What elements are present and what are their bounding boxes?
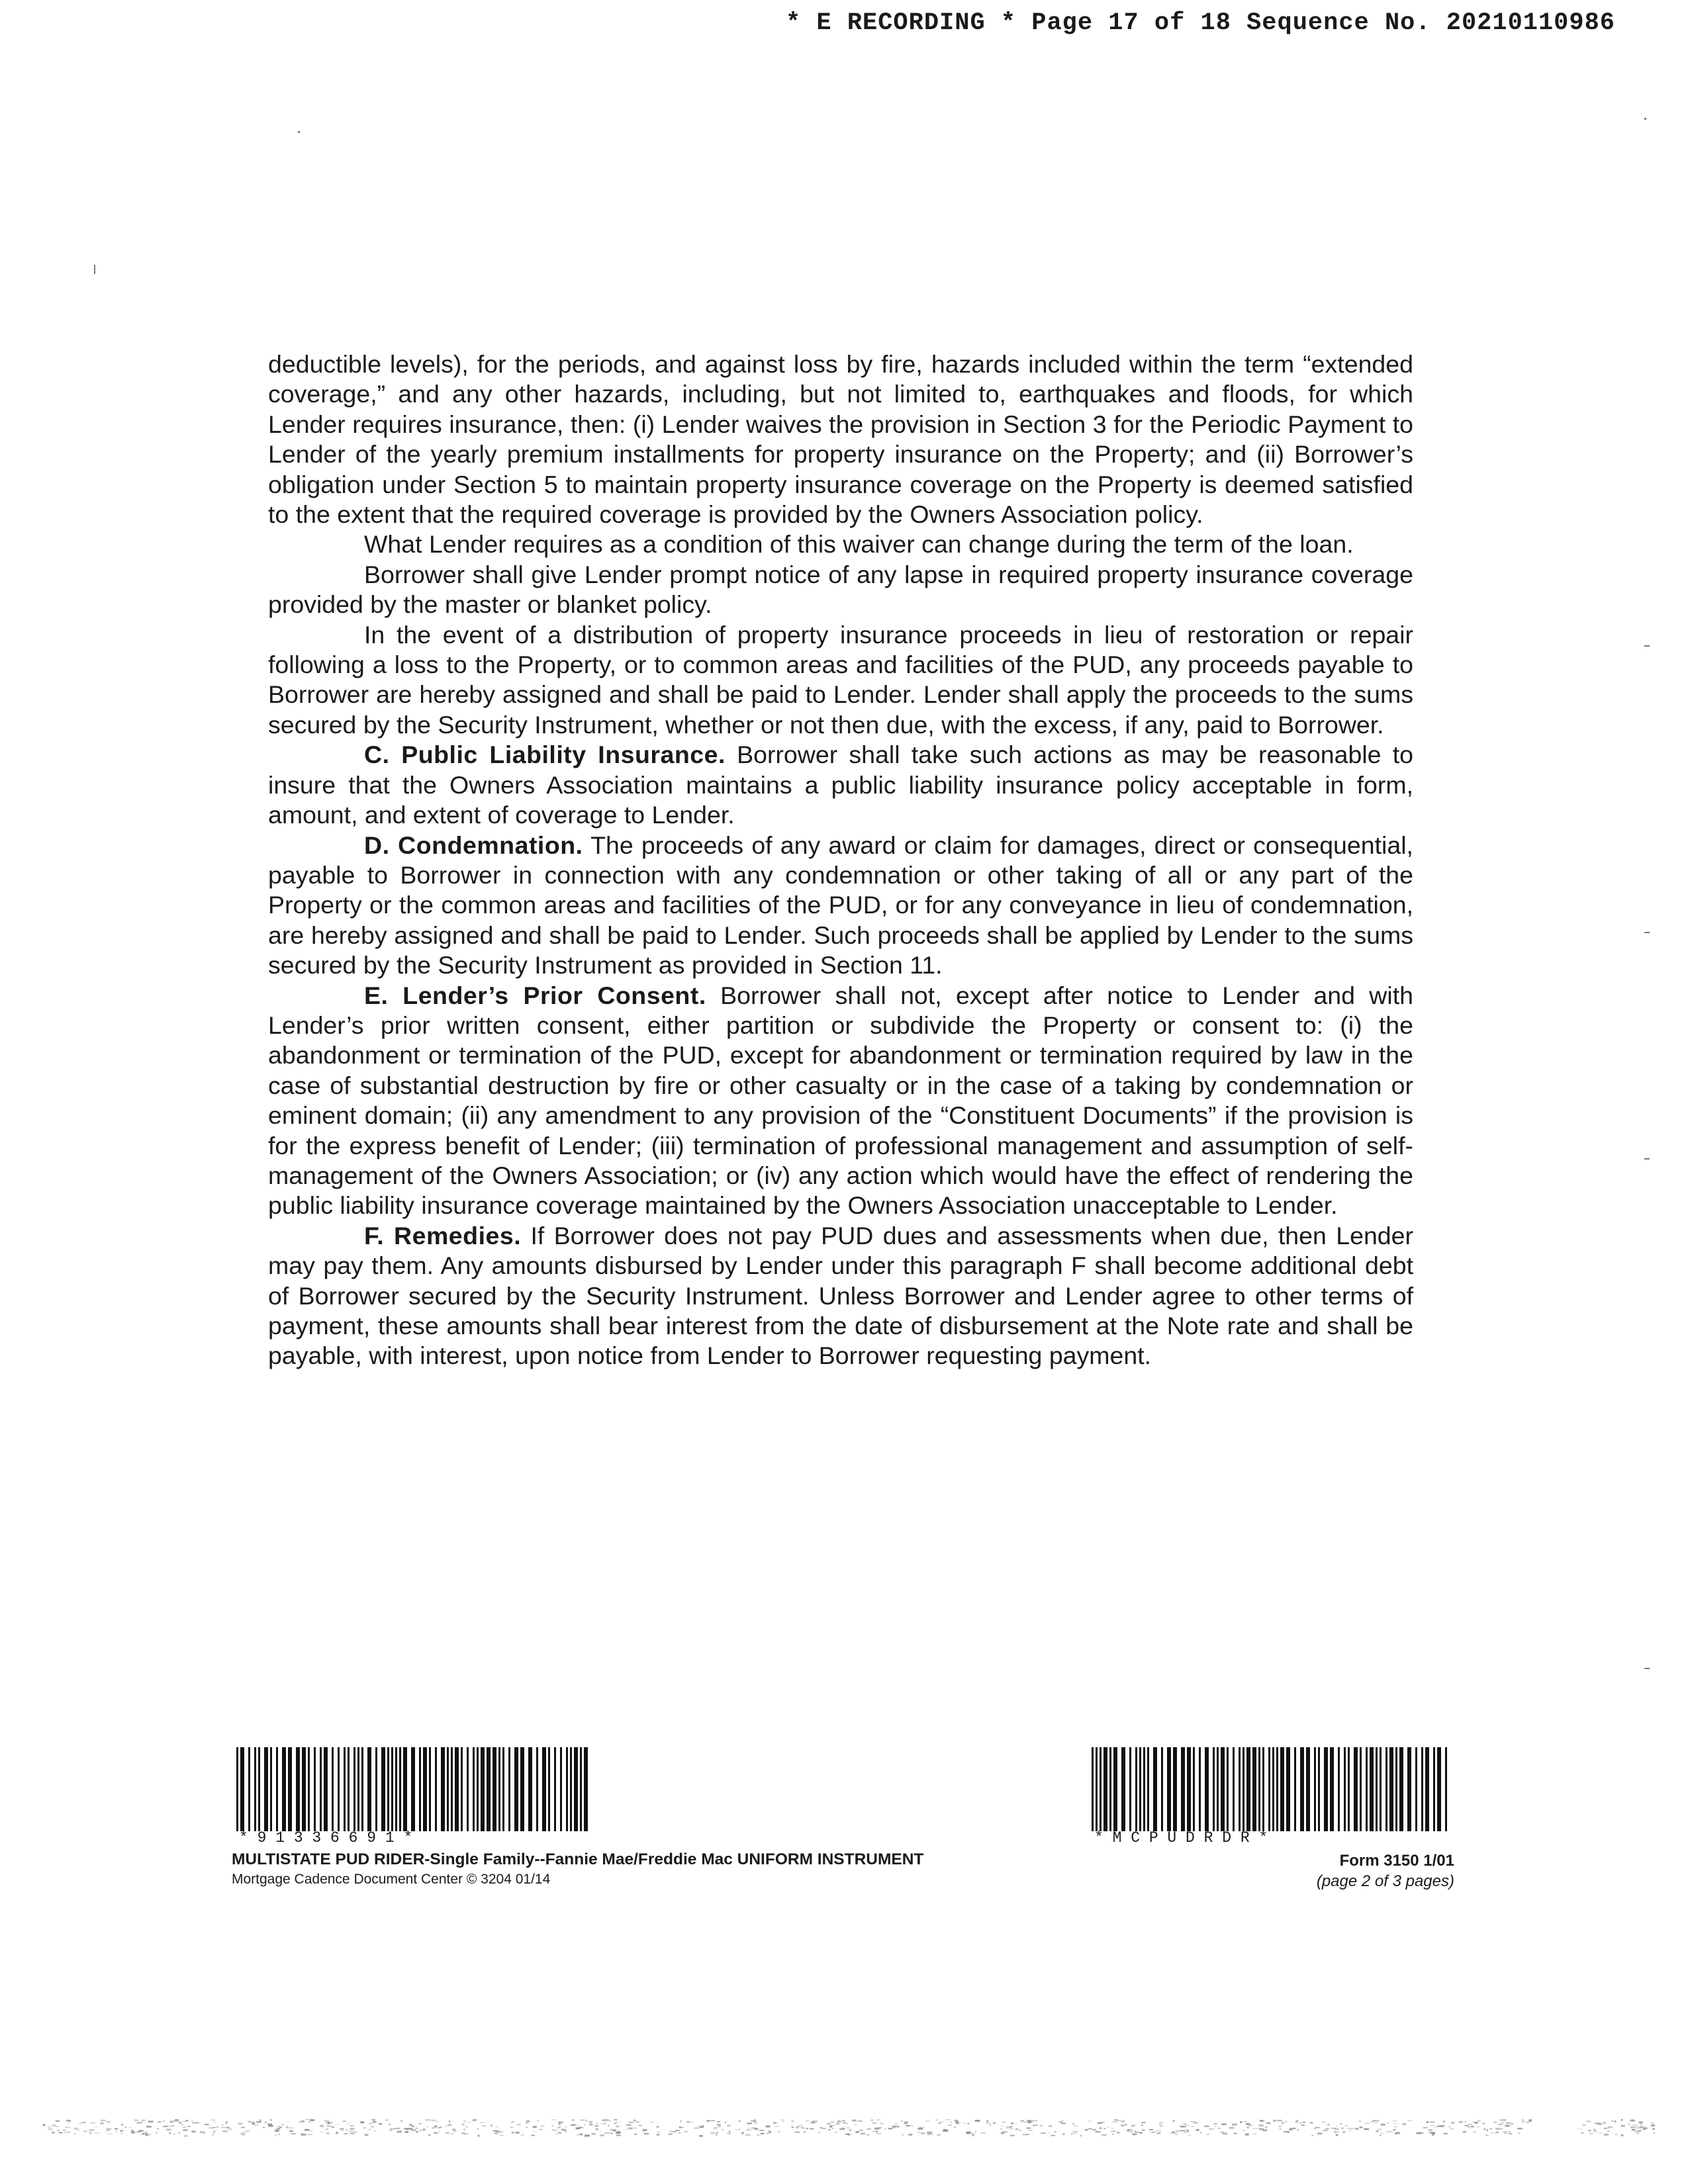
barcode-right-caption: * M C P U D R D R * <box>1094 1829 1268 1846</box>
section-d-condemnation <box>268 831 1413 981</box>
recording-header: * E RECORDING * Page 17 of 18 Sequence No. 20210110986 <box>786 9 1615 37</box>
barcode-right <box>1090 1747 1451 1831</box>
section-e-prior-consent <box>268 981 1413 1221</box>
footer-document-center: Mortgage Cadence Document Center © 3204 01/14 <box>232 1872 551 1887</box>
section-c-text: Borrower shall take such actions as may be reasonable to insure that the Owners Association maintains a public liability insurance policy acceptable in form, amount, and extent of coverage to Lender. <box>268 741 1413 829</box>
section-f-text: If Borrower does not pay PUD dues and assessments when due, then Lender may pay them. Any amounts disbursed by Lender under this paragraph F shall become additional debt of Borrower secured by the Security Instrument. Unless Borrower and Lender agree to other terms of payment, these amounts shall bear interest from the date of disbursement at the Note rate and shall be payable, with interest, upon notice from Lender to Borrower requesting payment. <box>268 1221 1413 1370</box>
barcode-left <box>235 1747 592 1831</box>
scan-speck <box>1644 1668 1650 1669</box>
section-f-heading: F. Remedies. <box>364 1221 522 1250</box>
scan-speck <box>298 131 300 133</box>
scan-speck <box>1644 118 1646 120</box>
paragraph-waiver-conditions: What Lender requires as a condition of this waiver can change during the term of the loan. <box>364 530 1354 559</box>
footer-form-number: Form 3150 1/01 <box>1339 1852 1454 1870</box>
paragraph-insurance-proceeds: In the event of a distribution of property insurance proceeds in lieu of restoration or repair following a loss to the Property, or to common areas and facilities of the PUD, any proceeds payable to Borrower are hereby assigned and shall be paid to Lender. Lender shall apply the proceeds to the sums secured by the Security Instrument, whether or not then due, with the excess, if any, paid to Borrower. <box>268 620 1413 739</box>
section-d-text: The proceeds of any award or claim for damages, direct or consequential, payable to Borrower in connection with any condemnation or other taking of all or any part of the Property or the common areas and facilities of the PUD, or for any conveyance in lieu of condemnation, are hereby assigned and shall be paid to Lender. Such proceeds shall be applied by Lender to the sums secured by the Security Instrument as provided in Section 11. <box>268 831 1413 979</box>
barcode-right-bars <box>1090 1747 1451 1831</box>
footer-form-title: MULTISTATE PUD RIDER-Single Family--Fannie Mae/Freddie Mac UNIFORM INSTRUMENT <box>232 1850 924 1868</box>
scan-speck <box>1644 645 1650 647</box>
barcode-left-caption: * 9 1 3 3 6 6 9 1 * <box>239 1829 413 1846</box>
scan-speck <box>1644 932 1650 933</box>
paragraph-insurance-waiver: deductible levels), for the periods, and against loss by fire, hazards included within the term “extended coverage,” and any other hazards, including, but not limited to, earthquakes and floods, for which Lender requires insurance, then: (i) Lender waives the provision in Section 3 for the Periodic Payment to Lender of the yearly premium installments for property insurance on the Property; and (ii) Borrower’s obligation under Section 5 to maintain property insurance coverage on the Property is deemed satisfied to the extent that the required coverage is provided by the Owners Association policy. <box>268 350 1413 529</box>
scan-speck <box>1644 1158 1650 1160</box>
section-e-heading: E. Lender’s Prior Consent. <box>364 981 706 1009</box>
section-c-heading: C. Public Liability Insurance. <box>364 741 726 769</box>
document-body <box>268 349 1413 1371</box>
scan-speck <box>94 265 95 274</box>
scan-noise-strip <box>40 2118 1655 2138</box>
section-e-text: Borrower shall not, except after notice to Lender and with Lender’s prior written consent, either partition or subdivide the Property or consent to: (i) the abandonment or termination of the PUD, except for abandonment or termination required by law in the case of substantial destruction by fire or other casualty or in the case of a taking by condemnation or eminent domain; (ii) any amendment to any provision of the “Constituent Documents” if the provision is for the express benefit of Lender; (iii) termination of professional management and assumption of self-management of the Owners Association; or (iv) any action which would have the effect of rendering the public liability insurance coverage maintained by the Owners Association unacceptable to Lender. <box>268 981 1413 1220</box>
paragraph-lapse-notice: Borrower shall give Lender prompt notice of any lapse in required property insurance coverage provided by the master or blanket policy. <box>268 560 1413 619</box>
section-c-public-liability <box>268 740 1413 830</box>
section-d-heading: D. Condemnation. <box>364 831 583 859</box>
barcode-left-bars <box>235 1747 592 1831</box>
section-f-remedies <box>268 1221 1413 1371</box>
footer-page-count: (page 2 of 3 pages) <box>1316 1872 1454 1890</box>
